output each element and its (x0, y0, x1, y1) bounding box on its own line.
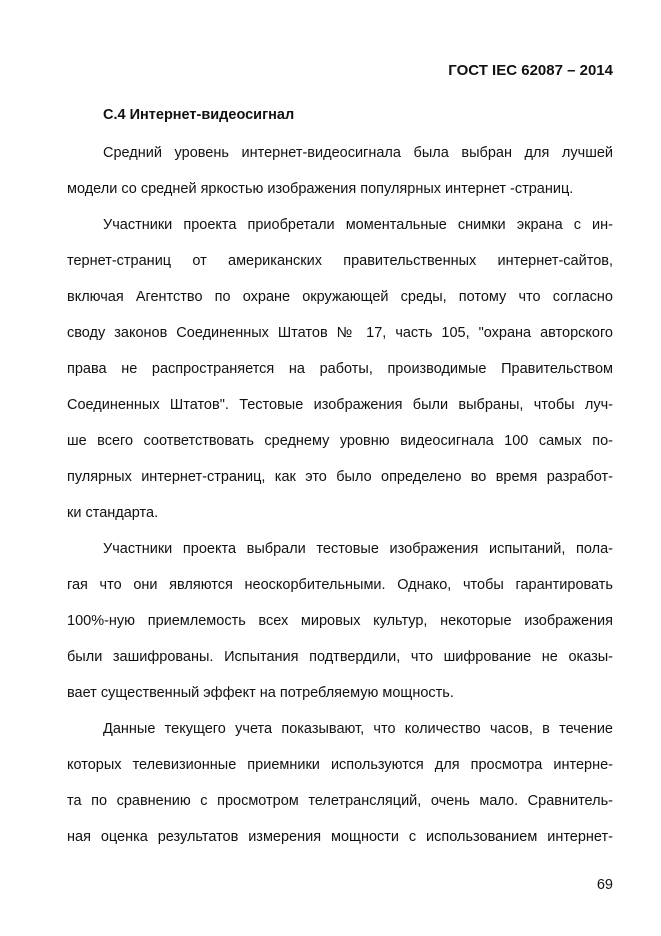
text-line: модели со средней яркостью изображения популярных интернет -страниц. (67, 181, 574, 197)
text-line: 100%-ную приемлемость всех мировых культур, некоторые изображения (67, 613, 613, 629)
text-line: гая что они являются неоскорбительными. Однако, чтобы гарантировать (67, 577, 613, 593)
text-line: права не распространяется на работы, производимые Правительством (67, 361, 613, 377)
text-line: которых телевизионные приемники используются для просмотра интерне- (67, 757, 613, 773)
text-line: та по сравнению с просмотром телетрансляций, очень мало. Сравнитель- (67, 793, 613, 809)
text-line: Участники проекта выбрали тестовые изображения испытаний, пола- (103, 541, 613, 557)
text-line: своду законов Соединенных Штатов № 17, часть 105, "охрана авторского (67, 325, 613, 341)
text-line: Участники проекта приобретали моментальные снимки экрана с ин- (103, 217, 613, 233)
text-line: Средний уровень интернет-видеосигнала была выбран для лучшей (103, 145, 613, 161)
document-header: ГОСТ IEC 62087 – 2014 (448, 62, 613, 79)
text-line: включая Агентство по охране окружающей среды, потому что согласно (67, 289, 613, 305)
section-heading: С.4 Интернет-видеосигнал (103, 107, 295, 123)
text-line: ки стандарта. (67, 505, 159, 521)
text-line: Данные текущего учета показывают, что количество часов, в течение (103, 721, 613, 737)
text-line: вает существенный эффект на потребляемую мощность. (67, 685, 454, 701)
text-line: ная оценка результатов измерения мощности с использованием интернет- (67, 829, 613, 845)
body-text (67, 142, 613, 862)
text-line: Соединенных Штатов". Тестовые изображения были выбраны, чтобы луч- (67, 397, 613, 413)
text-line: тернет-страниц от американских правительственных интернет-сайтов, (67, 253, 613, 269)
page-number: 69 (596, 877, 613, 893)
text-line: были зашифрованы. Испытания подтвердили, что шифрование не оказы- (67, 649, 613, 665)
text-line: пулярных интернет-страниц, как это было определено во время разработ- (67, 469, 613, 485)
text-line: ше всего соответствовать среднему уровню видеосигнала 100 самых по- (67, 433, 613, 449)
